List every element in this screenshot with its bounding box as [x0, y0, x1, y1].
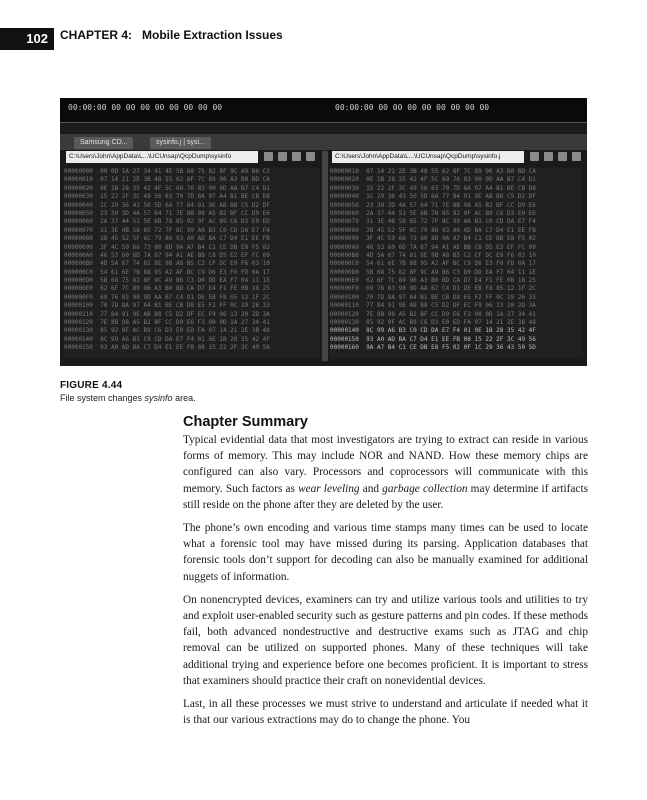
running-header: [0, 28, 647, 50]
hex-row: 00000120 7E 8B 98 A5 B2 BF CC D9 E6 F3 00 0D 1A 27 34 41: [64, 319, 274, 327]
hex-row: 00000040 1C 29 36 43 50 5D 6A 77 84 91 9E AB B8 C5 D2 DF: [330, 193, 540, 201]
left-toolbar-icon: [278, 152, 287, 161]
hex-row: 00000050 23 30 3D 4A 57 64 71 7E 8B 98 A5 B2 BF CC D9 E6: [330, 201, 540, 209]
left-path-row: [66, 151, 320, 165]
right-hex-pane: [330, 168, 583, 358]
hex-row: 000000D0 5B 68 75 82 8F 9C A9 B6 C3 D0 DD EA F7 04 11 1E: [64, 277, 274, 285]
hex-row: 00000070 31 3E 4B 58 65 72 7F 8C 99 A6 B3 C0 CD DA E7 F4: [330, 218, 540, 226]
hex-row: 000000F0 69 76 83 90 9D AA B7 C4 D1 DE EB F8 05 12 1F 2C: [64, 293, 274, 301]
hex-row: 00000090 3F 4C 59 66 73 80 8D 9A A7 B4 C1 CE DB E8 F5 02: [330, 235, 540, 243]
hex-row: 00000070 31 3E 4B 58 65 72 7F 8C 99 A6 B3 C0 CD DA E7 F4: [64, 226, 274, 234]
left-top-readout: 00:00:00 00 00 00 00 00 00 00 00: [68, 103, 223, 112]
page-number: 102: [0, 28, 54, 50]
right-toolbar-icon: [558, 152, 567, 161]
hex-row: 000000B0 4D 5A 67 74 81 8E 9B A8 B5 C2 CF DC E9 F6 03 10: [330, 251, 540, 259]
paragraph-3: On nonencrypted devices, examiners can try and utilize various tools and utilities to try and exploit user-enabled security such as gesture patterns and pin codes. If these methods fail, both advanced nondestructive and destructive exams such as JTAG and chip removal can be utilized on supported phones. Many of these techniques will take additional trying and experience before one becomes proficient. It is important to stress that examiners should practice their craft on nonevidential devices.: [183, 593, 588, 687]
hex-row: 00000050 23 30 3D 4A 57 64 71 7E 8B 98 A5 B2 BF CC D9 E6: [64, 209, 274, 217]
hex-row: 00000010 07 14 21 2E 3B 48 55 62 6F 7C 89 96 A3 B0 BD CA: [330, 168, 540, 175]
caption-emphasis: sysinfo: [144, 393, 173, 403]
figure-caption: [60, 380, 560, 403]
figure-label: FIGURE 4.44: [60, 380, 123, 391]
screenshot-tab-row: [60, 134, 587, 150]
hex-row: 00000030 15 22 2F 3C 49 56 63 70 7D 8A 97 A4 B1 BE CB D8: [64, 193, 274, 201]
hex-row: 00000150 93 A0 AD BA C7 D4 E1 EE FB 08 15 22 2F 3C 49 56: [64, 344, 274, 352]
pane-splitter: [322, 151, 328, 361]
right-toolbar-icon: [544, 152, 553, 161]
hex-row: 00000010 07 14 21 2E 3B 48 55 62 6F 7C 89 96 A3 B0 BD CA: [64, 176, 274, 184]
hex-row: 00000060 2A 37 44 51 5E 6B 78 85 92 9F AC B9 C6 D3 E0 ED: [330, 209, 540, 217]
p1-emphasis-2: garbage collection: [382, 482, 468, 495]
hex-row: 00000150 93 A0 AD BA C7 D4 E1 EE FB 08 15 22 2F 3C 49 56: [330, 335, 540, 343]
hex-row: 00000020 0E 1B 28 35 42 4F 5C 69 76 83 90 9D AA B7 C4 D1: [330, 176, 540, 184]
screenshot-tab-1: Samsung CD...: [74, 137, 133, 149]
hex-row: 00000080 38 45 52 5F 6C 79 86 93 A0 AD BA C7 D4 E1 EE FB: [330, 226, 540, 234]
right-path-field: C:\Users\John\AppData\L...\UCUnsap\QcpDump\sysinfo.j: [332, 151, 524, 163]
hex-row: 00000040 1C 29 36 43 50 5D 6A 77 84 91 9E AB B8 C5 D2 DF: [64, 201, 274, 209]
hex-row: 00000160 9A A7 B4 C1 CE DB E8 F5 02 0F 1C 29 36 43 50 5D: [330, 344, 540, 352]
hex-row: 00000020 0E 1B 28 35 42 4F 5C 69 76 83 90 9D AA B7 C4 D1: [64, 184, 274, 192]
screenshot-top-bar: [60, 98, 587, 123]
right-toolbar-icon: [572, 152, 581, 161]
hex-row: 00000140 8C 99 A6 B3 C0 CD DA E7 F4 01 0E 1B 28 35 42 4F: [64, 335, 274, 343]
hex-row: 000000F0 69 76 83 90 9D AA B7 C4 D1 DE EB F8 05 12 1F 2C: [330, 285, 540, 293]
section-heading: Chapter Summary: [183, 414, 308, 430]
hex-row: 00000060 2A 37 44 51 5E 6B 78 85 92 9F AC B9 C6 D3 E0 ED: [64, 218, 274, 226]
p1-part-c: may determine if artifacts still reside on the phone after they are deleted by the user.: [183, 482, 588, 511]
hex-row: 00000120 7E 8B 98 A5 B2 BF CC D9 E6 F3 00 0D 1A 27 34 41: [330, 310, 540, 318]
hex-row: 00000080 38 45 52 5F 6C 79 86 93 A0 AD BA C7 D4 E1 EE FB: [64, 235, 274, 243]
hex-row: 000000D0 5B 68 75 82 8F 9C A9 B6 C3 D0 DD EA F7 04 11 1E: [330, 268, 540, 276]
right-path-row: [332, 151, 582, 165]
hex-row: 00000110 77 84 91 9E AB B8 C5 D2 DF EC F9 06 13 20 2D 3A: [330, 302, 540, 310]
hex-row: 000000C0 54 61 6E 7B 88 95 A2 AF BC C9 D6 E3 F0 FD 0A 17: [64, 268, 274, 276]
hex-row: 00000130 85 92 9F AC B9 C6 D3 E0 ED FA 07 14 21 2E 3B 48: [64, 327, 274, 335]
paragraph-4: Last, in all these processes we must strive to understand and articulate if needed what it is that our various extractions may do to change the phone. You: [183, 698, 588, 727]
chapter-heading: [60, 28, 283, 42]
hex-row: 00000110 77 84 91 9E AB B8 C5 D2 DF EC F9 06 13 20 2D 3A: [64, 310, 274, 318]
right-dropdown-icon: [530, 152, 539, 161]
hex-row: 000000A0 46 53 60 6D 7A 87 94 A1 AE BB C8 D5 E2 EF FC 09: [64, 251, 274, 259]
hex-row: 000000E0 62 6F 7C 89 96 A3 B0 BD CA D7 E4 F1 FE 0B 18 25: [64, 285, 274, 293]
hex-row: 000000B0 4D 5A 67 74 81 8E 9B A8 B5 C2 CF DC E9 F6 03 10: [64, 260, 274, 268]
hex-row: 000000E0 62 6F 7C 89 96 A3 B0 BD CA D7 E4 F1 FE 0B 18 25: [330, 277, 540, 285]
caption-prefix: File system changes: [60, 393, 145, 403]
left-dropdown-icon: [264, 152, 273, 161]
main-text: [183, 414, 588, 735]
chapter-title: Mobile Extraction Issues: [142, 28, 283, 42]
screenshot-tab-2: sysinfo.j | sysi...: [150, 137, 211, 149]
right-top-readout: 00:00:00 00 00 00 00 00 00 00 00: [335, 103, 490, 112]
hex-row: 000000A0 46 53 60 6D 7A 87 94 A1 AE BB C8 D5 E2 EF FC 09: [330, 243, 540, 251]
hex-row: 00000140 8C 99 A6 B3 C0 CD DA E7 F4 01 0E 1B 28 35 42 4F: [330, 327, 540, 335]
hex-row: 00000090 3F 4C 59 66 73 80 8D 9A A7 B4 C1 CE DB E8 F5 02: [64, 243, 274, 251]
p1-part-b: and: [359, 482, 383, 495]
left-toolbar-icon: [292, 152, 301, 161]
chapter-number: CHAPTER 4:: [60, 28, 133, 42]
paragraph-1: [183, 432, 588, 513]
paragraph-2: The phone’s own encoding and various time stamps many times can be used to locate what a forensic tool may have missed during its parsing. Application databases that forensic tools don’t support for decoding can also be manually examined for additional nuggets of information.: [183, 522, 588, 583]
figure-screenshot: [60, 98, 587, 366]
figure-caption-text: [60, 393, 560, 403]
p1-part-a: Typical evidential data that most investigators are trying to extract can reside in various forms of memory. This may include NOR and NAND. How these memory chips are configured can also vary. Processors and coprocessors will communicate with this memory. Such factors as: [183, 434, 588, 495]
hex-row: 00000100 70 7D 8A 97 A4 B1 BE CB D8 E5 F2 FF 0C 19 26 33: [330, 293, 540, 301]
hex-row: 00000030 15 22 2F 3C 49 56 63 70 7D 8A 97 A4 B1 BE CB D8: [330, 184, 540, 192]
p1-emphasis-1: wear leveling: [298, 482, 360, 495]
left-path-field: C:\Users\John\AppData\L...\UCUnsap\QcpDump\sysinfo: [66, 151, 258, 163]
hex-row: 00000130 85 92 9F AC B9 C6 D3 E0 ED FA 07 14 21 2E 3B 48: [330, 319, 540, 327]
caption-suffix: area.: [172, 393, 196, 403]
hex-row: 00000100 70 7D 8A 97 A4 B1 BE CB D8 E5 F2 FF 0C 19 26 33: [64, 302, 274, 310]
left-hex-pane: [64, 168, 320, 358]
hex-row: 00000000 00 0D 1A 27 34 41 4E 5B 68 75 82 8F 9C A9 B6 C3: [64, 168, 274, 175]
hex-row: 000000C0 54 61 6E 7B 88 95 A2 AF BC C9 D6 E3 F0 FD 0A 17: [330, 260, 540, 268]
left-toolbar-icon: [306, 152, 315, 161]
